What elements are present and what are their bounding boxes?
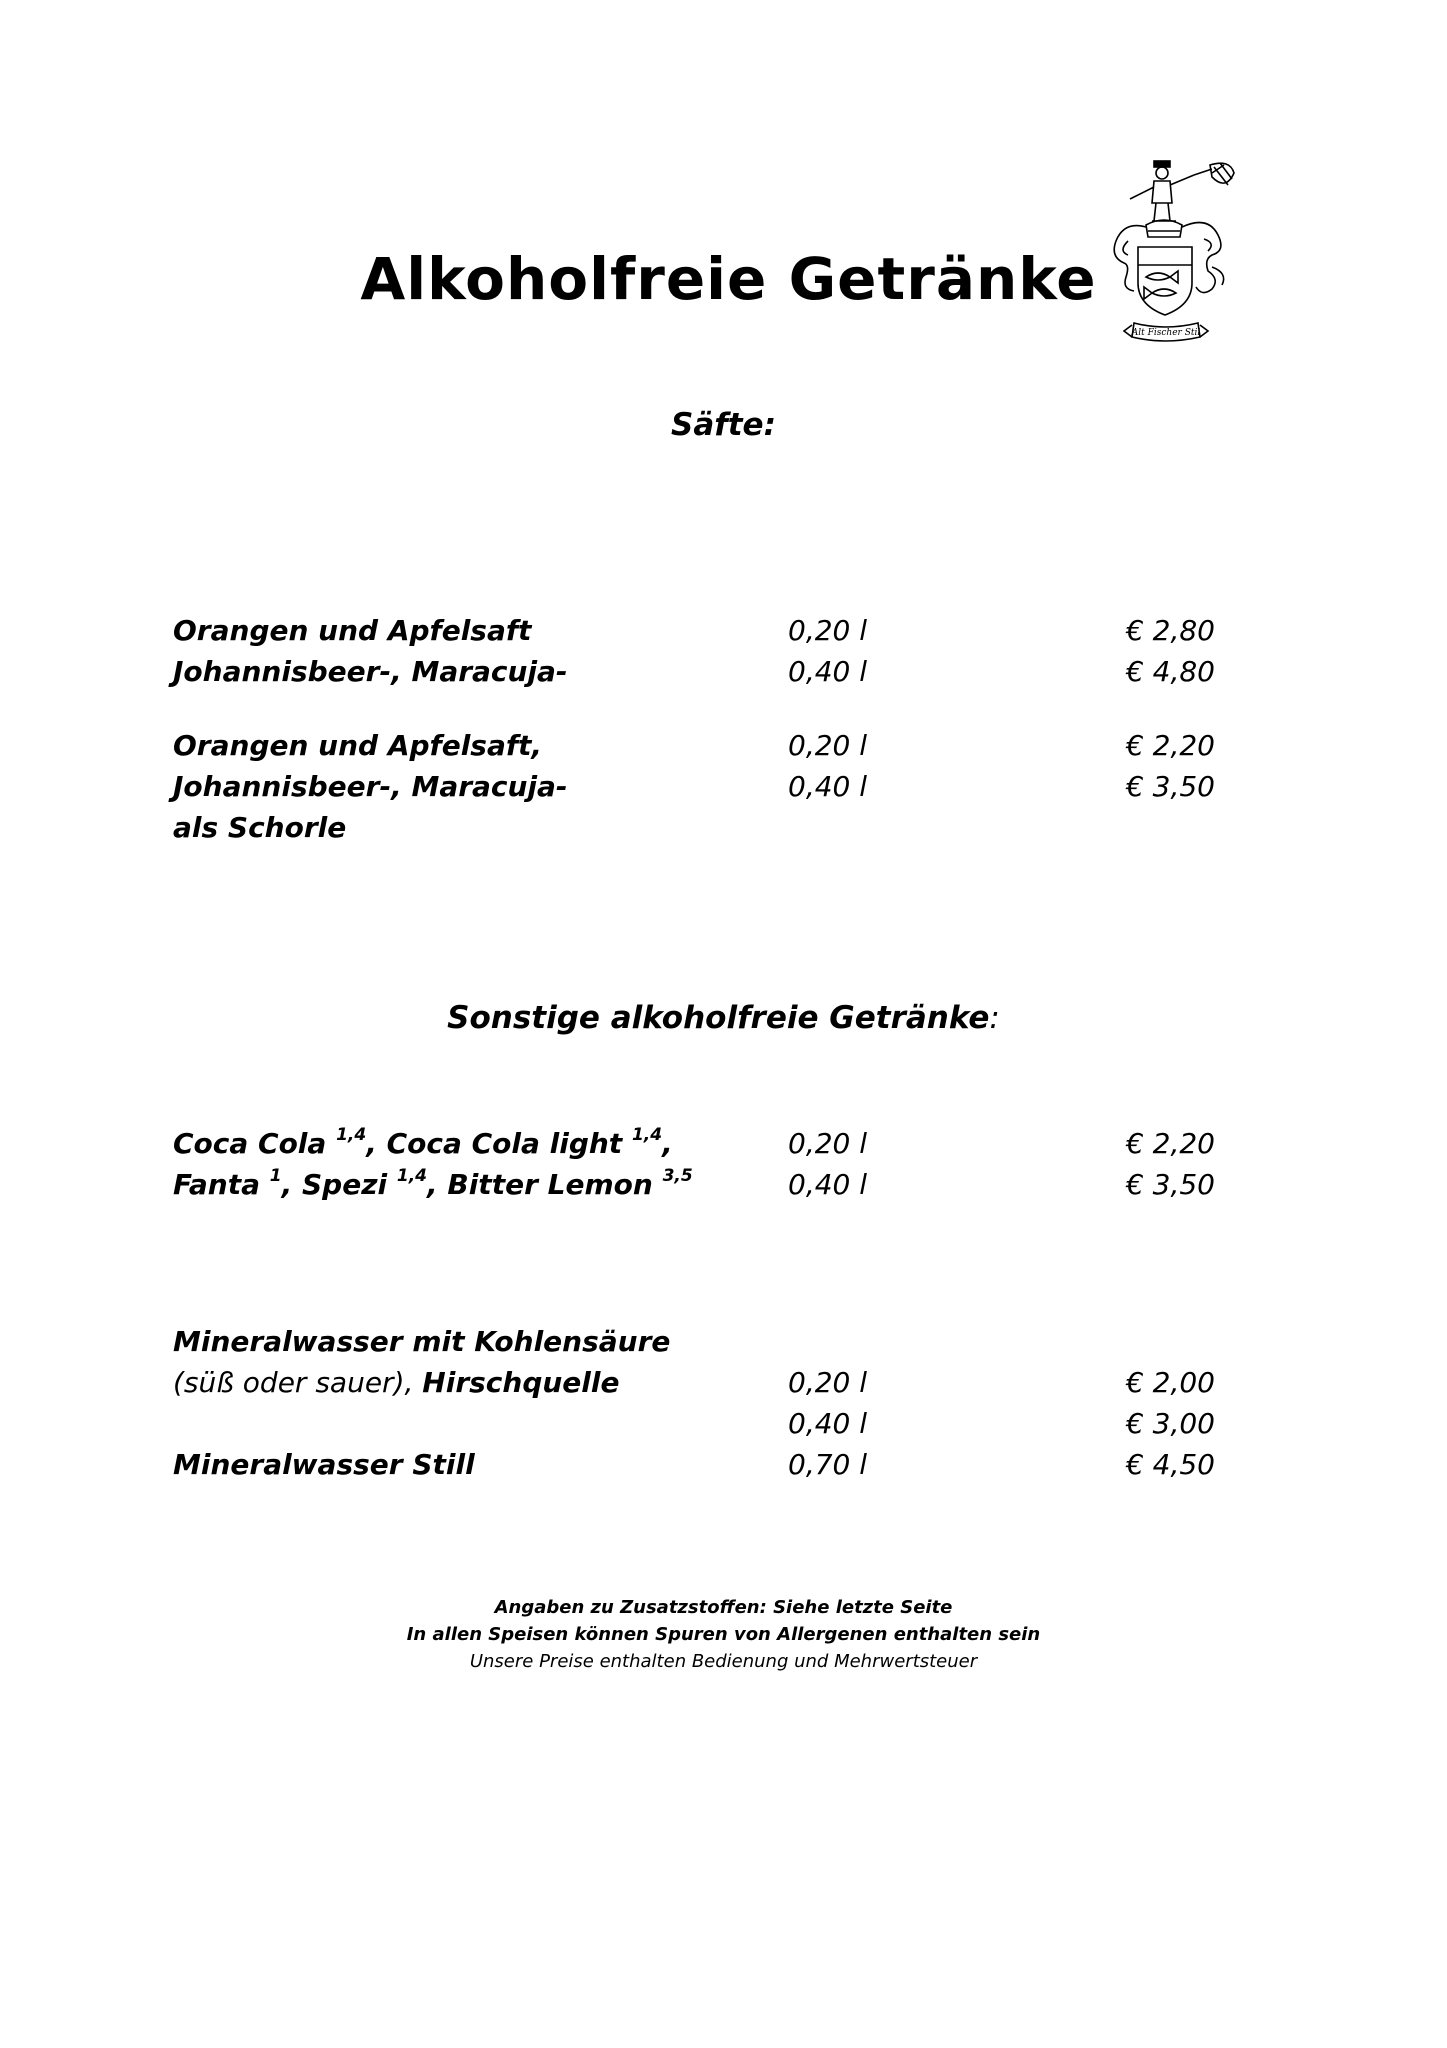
menu-row	[0, 655, 1447, 695]
section-heading-saefte: Säfte:	[671, 407, 776, 443]
footer-line: Unsere Preise enthalten Bedienung und Mehrwertsteuer	[469, 1651, 978, 1672]
name-part: Fanta	[173, 1168, 270, 1201]
item-name: Mineralwasser mit Kohlensäure	[173, 1325, 671, 1358]
page-title: Alkoholfreie Getränke	[360, 245, 1097, 313]
menu-row	[0, 1407, 1447, 1447]
item-price: € 2,00	[1125, 1366, 1215, 1399]
item-name: Orangen und Apfelsaft	[173, 614, 532, 647]
item-name: Johannisbeer-, Maracuja-	[173, 770, 568, 803]
item-volume: 0,40 l	[788, 1168, 868, 1201]
additive-note: 1,4	[631, 1125, 663, 1145]
footer-notes	[0, 1594, 1447, 1675]
item-name: Orangen und Apfelsaft,	[173, 729, 543, 762]
section-heading-text: Sonstige alkoholfreie Getränke	[447, 1000, 990, 1036]
item-price: € 3,50	[1125, 1168, 1215, 1201]
menu-row	[0, 811, 1447, 851]
item-name: Mineralwasser Still	[173, 1448, 475, 1481]
item-price: € 4,80	[1125, 655, 1215, 688]
name-bold: Hirschquelle	[422, 1366, 620, 1399]
footer-line: Angaben zu Zusatzstoffen: Siehe letzte Seite	[494, 1597, 953, 1618]
item-price: € 2,20	[1125, 1127, 1215, 1160]
name-part: ,	[662, 1127, 673, 1160]
item-name	[173, 1168, 693, 1201]
item-name	[173, 1127, 673, 1160]
name-part: , Spezi	[281, 1168, 397, 1201]
item-name: als Schorle	[173, 811, 347, 844]
additive-note: 1	[269, 1166, 282, 1186]
menu-row	[0, 1366, 1447, 1406]
menu-row	[0, 1448, 1447, 1488]
section-heading-sonstige	[0, 1000, 1447, 1036]
item-price: € 3,50	[1125, 770, 1215, 803]
name-part: , Bitter Lemon	[426, 1168, 663, 1201]
item-name: Johannisbeer-, Maracuja-	[173, 655, 568, 688]
item-volume: 0,70 l	[788, 1448, 868, 1481]
menu-row	[0, 614, 1447, 654]
name-plain: (süß oder sauer),	[173, 1366, 423, 1399]
item-volume: 0,20 l	[788, 729, 868, 762]
name-part: Coca Cola	[173, 1127, 337, 1160]
section-heading-colon: :	[989, 1000, 1000, 1036]
item-price: € 2,20	[1125, 729, 1215, 762]
menu-row	[0, 729, 1447, 769]
item-price: € 4,50	[1125, 1448, 1215, 1481]
name-part: , Coca Cola light	[366, 1127, 632, 1160]
item-volume: 0,20 l	[788, 1366, 868, 1399]
item-volume: 0,20 l	[788, 614, 868, 647]
item-volume: 0,20 l	[788, 1127, 868, 1160]
item-name	[173, 1366, 620, 1399]
logo-motto: Alt Fischer Stil	[1131, 328, 1201, 338]
additive-note: 1,4	[396, 1166, 427, 1186]
item-volume: 0,40 l	[788, 655, 868, 688]
item-volume: 0,40 l	[788, 1407, 868, 1440]
menu-row	[0, 1325, 1447, 1365]
item-volume: 0,40 l	[788, 770, 868, 803]
coat-of-arms-icon	[1108, 155, 1258, 355]
additive-note: 1,4	[336, 1125, 367, 1145]
item-price: € 2,80	[1125, 614, 1215, 647]
item-price: € 3,00	[1125, 1407, 1215, 1440]
menu-row	[0, 770, 1447, 810]
additive-note: 3,5	[662, 1166, 693, 1186]
menu-row	[0, 1168, 1447, 1208]
menu-row	[0, 1127, 1447, 1167]
footer-line: In allen Speisen können Spuren von Allergenen enthalten sein	[406, 1624, 1041, 1645]
